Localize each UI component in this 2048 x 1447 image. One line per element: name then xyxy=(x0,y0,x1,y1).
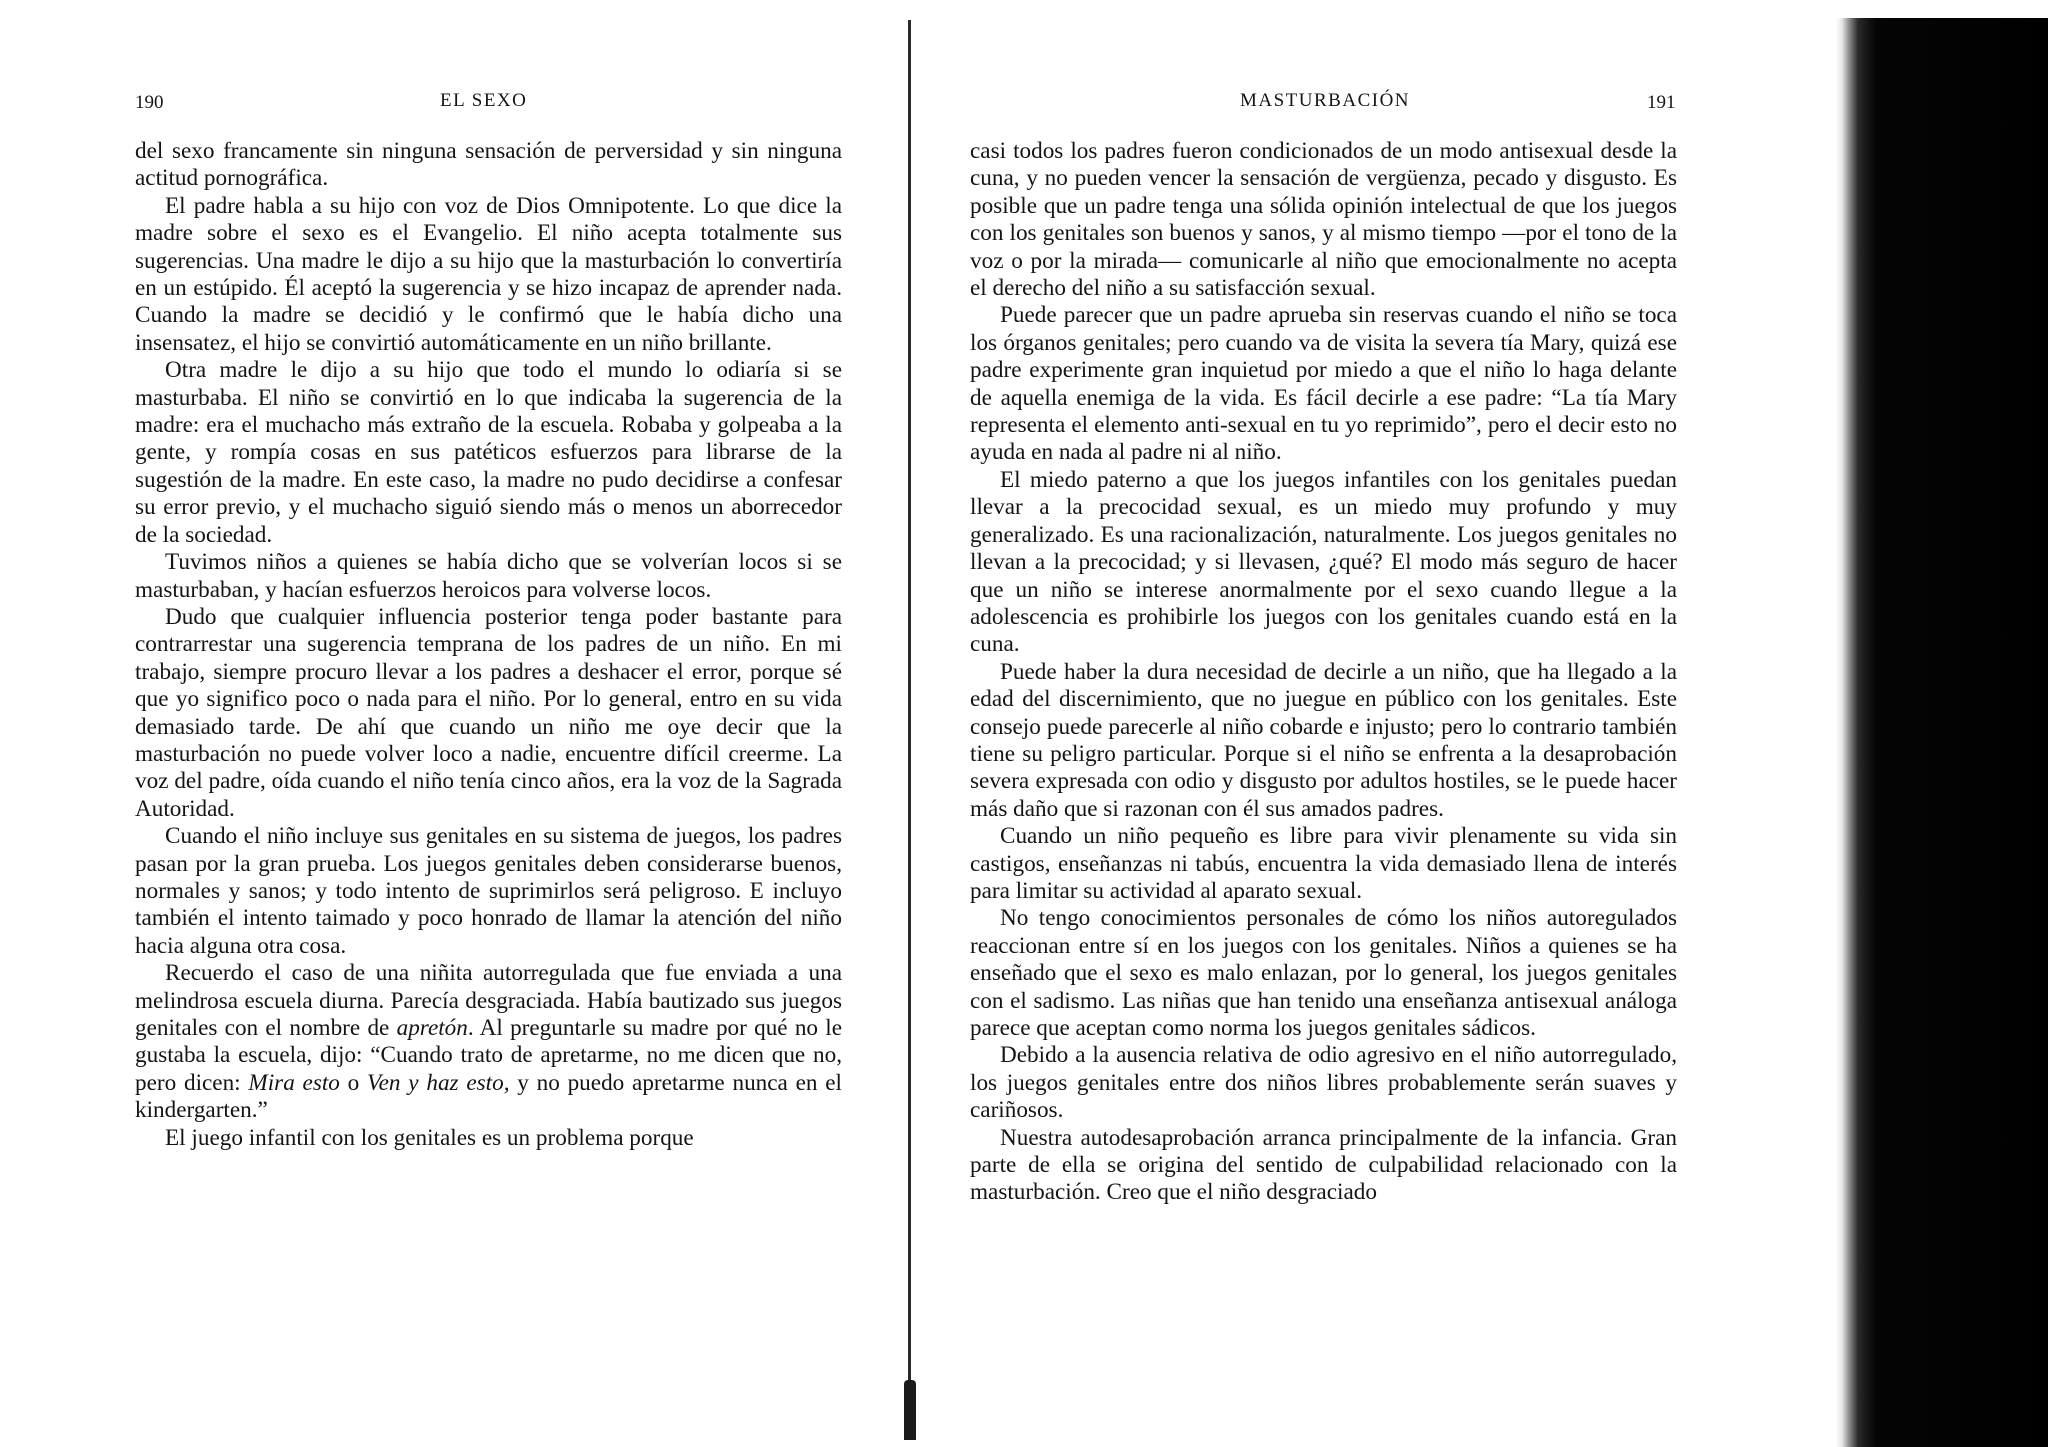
right-page xyxy=(930,0,1840,1447)
paragraph: Debido a la ausencia relativa de odio agresivo en el niño autorregulado, los juegos genitales entre dos niños libres probablemente serán suaves y cariñosos. xyxy=(970,1042,1677,1124)
paragraph: casi todos los padres fueron condicionados de un modo antisexual desde la cuna, y no pueden vencer la sensación de vergüenza, pecado y disgusto. Es posible que un padre tenga una sólida opinión intelectual de que los juegos con los genitales son buenos y sanos, y al mismo tiempo —por el tono de la voz o por la mirada— comunicarle al niño que emocionalmente no acepta el derecho del niño a su satisfacción sexual. xyxy=(970,138,1677,302)
paragraph: del sexo francamente sin ninguna sensación de perversidad y sin ninguna actitud pornográfica. xyxy=(135,138,842,192)
italic-text: apretón xyxy=(396,1015,468,1041)
running-head-left: EL SEXO xyxy=(440,90,528,111)
scan-dark-edge xyxy=(1836,0,2048,1447)
paragraph: El juego infantil con los genitales es un problema porque xyxy=(165,1124,694,1151)
italic-text: Mira esto xyxy=(248,1069,340,1096)
paragraph: Cuando el niño incluye sus genitales en su sistema de juegos, los padres pasan por la gran prueba. Los juegos genitales deben considerarse buenos, normales y sanos; y todo intento de suprimirlos será peligroso. E incluyo también el intento taimado y poco honrado de llamar la atención del niño hacia alguna otra cosa. xyxy=(135,823,842,959)
paragraph: Otra madre le dijo a su hijo que todo el mundo lo odiaría si se masturbaba. El niño se convirtió en lo que indicaba la sugerencia de la madre: era el muchacho más extraño de la escuela. Robaba y golpeaba a la gente, y rompía cosas en sus patéticos esfuerzos para librarse de la sugestión de la madre. En este caso, la madre no pudo decidirse a confesar su error previo, y el muchacho siguió siendo más o menos un aborrecedor de la sociedad. xyxy=(135,357,842,548)
scan-edge-top xyxy=(1836,0,2048,18)
paragraph: El padre habla a su hijo con voz de Dios Omnipotente. Lo que dice la madre sobre el sexo es el Evangelio. El niño acepta totalmente sus sugerencias. Una madre le dijo a su hijo que la masturbación lo convertiría en un estúpido. Él aceptó la sugerencia y se hizo incapaz de aprender nada. Cuando la madre se decidió y le confirmó que le había dicho una insensatez, el hijo se convirtió automáticamente en un niño brillante. xyxy=(135,192,842,356)
book-gutter xyxy=(900,0,920,1447)
page-number-left: 190 xyxy=(135,92,164,113)
right-body-text xyxy=(970,138,1677,1207)
text-run: Recuerdo el caso de una niñita autorregulada que fue enviada a una melindrosa escuela diurna. Parecía desgraciada. Había bautizado sus juegos genitales con el nombre de xyxy=(135,960,842,1041)
italic-text: Ven y haz esto, xyxy=(367,1069,510,1096)
paragraph: Puede parecer que un padre aprueba sin reservas cuando el niño se toca los órganos genitales; pero cuando va de visita la severa tía Mary, quizá ese padre experimente gran inquietud por miedo a que el niño lo haga delante de aquella enemiga de la vida. Es fácil decirle a ese padre: “La tía Mary representa el elemento anti-sexual en tu yo reprimido”, pero el decir esto no ayuda en nada al padre ni al niño. xyxy=(970,302,1677,466)
left-body-text xyxy=(135,138,842,1152)
text-run: y no puedo apretarme nunca en el kindergarten.” xyxy=(135,1069,843,1124)
gutter-shadow xyxy=(904,1380,916,1440)
paragraph: Puede haber la dura necesidad de decirle a un niño, que ha llegado a la edad del discernimiento, que no juegue en público con los genitales. Este consejo puede parecerle al niño cobarde e injusto; pero lo contrario también tiene su peligro particular. Porque si el niño se enfrenta a la desaprobación severa expresada con odio y disgusto por adultos hostiles, se le puede hacer más daño que si razonan con él sus amados padres. xyxy=(970,658,1677,822)
paragraph: El miedo paterno a que los juegos infantiles con los genitales puedan llevar a la precocidad sexual, es un miedo muy profundo y muy generalizado. Es una racionalización, naturalmente. Los juegos genitales no llevan a la precocidad; y si llevasen, ¿qué? El modo más seguro de hacer que un niño se interese anormalmente por el sexo cuando llegue a la adolescencia es prohibirle los juegos con los genitales cuando está en la cuna. xyxy=(970,466,1677,658)
left-page xyxy=(0,0,880,1447)
paragraph: Cuando un niño pequeño es libre para vivir plenamente su vida sin castigos, enseñanzas ni tabús, encuentra la vida demasiado llena de interés para limitar su actividad al aparato sexual. xyxy=(970,823,1677,904)
paragraph xyxy=(135,960,842,1124)
paragraph: Tuvimos niños a quienes se había dicho que se volverían locos si se masturbaban, y hacían esfuerzos heroicos para volverse locos. xyxy=(135,549,842,603)
text-run: o xyxy=(339,1069,368,1096)
paragraph: Nuestra autodesaprobación arranca principalmente de la infancia. Gran parte de ella se origina del sentido de culpabilidad relacionado con la masturbación. Creo que el niño desgraciado xyxy=(970,1124,1677,1206)
running-head-right: MASTURBACIÓN xyxy=(1240,90,1411,111)
paragraph: Dudo que cualquier influencia posterior tenga poder bastante para contrarrestar una sugerencia temprana de los padres de un niño. En mi trabajo, siempre procuro llevar a los padres a deshacer el error, porque sé que yo significo poco o nada para el niño. Por lo general, entro en su vida demasiado tarde. De ahí que cuando un niño me oye decir que la masturbación no puede volver loco a nadie, encuentre difícil creerme. La voz del padre, oída cuando el niño tenía cinco años, era la voz de la Sagrada Autoridad. xyxy=(135,603,842,822)
gutter-line xyxy=(908,20,911,1420)
page-number-right: 191 xyxy=(1647,92,1676,113)
paragraph: No tengo conocimientos personales de cómo los niños autoregulados reaccionan entre sí en los juegos con los genitales. Niños a quienes se ha enseñado que el sexo es malo enlazan, por lo general, los juegos genitales con el sadismo. Las niñas que han tenido una enseñanza antisexual análoga parece que aceptan como norma los juegos genitales sádicos. xyxy=(970,905,1677,1041)
text-run: . Al preguntarle su madre por qué no le gustaba la escuela, dijo: “Cuando trato de apretarme, no me dicen que no, pero dicen: xyxy=(135,1015,842,1096)
